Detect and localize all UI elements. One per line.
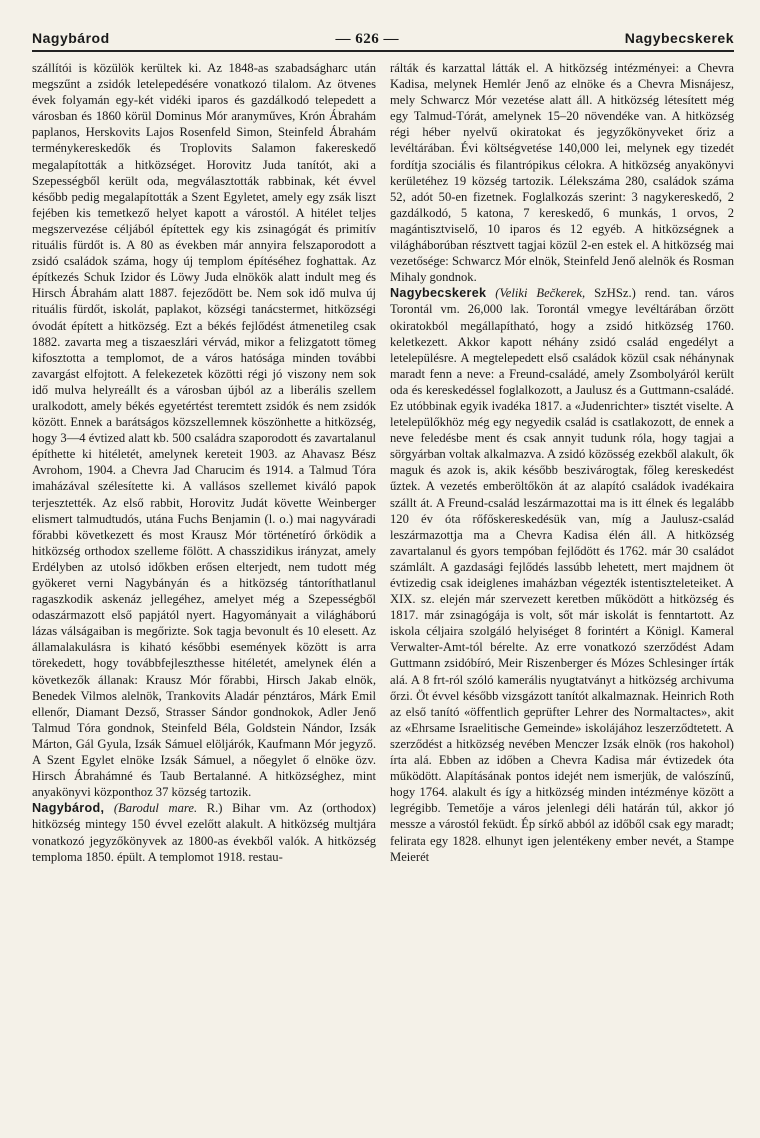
text-columns xyxy=(32,60,734,865)
entry-body-nagybecskerek: SzHSz.) rend. tan. város Torontál vm. 26,000 lak. Torontál vmegye levéltárában őrzött okiratokból megállapítható, hogy a zsidó hitközség 1760. keletkezett. Akkor kapott néhány zsidó család engedélyt a letelepülésre. A megtelepedett első családok közül csak néhánynak maradt fenn a neve: a Freund-családé, amely Zsombolyáról került oda és kereskedéssel foglalkozott, a Jaulusz és a Guttmann-családé. Ez utóbbinak egyik ivadéka 1817. a «Judenrichter» tisztét viselte. A letelepülőkhöz még egy negyedik család is csatlakozott, de ennek a neve feledésbe ment és csak annyit tudunk róla, hogy tagjai a sörgyárban voltak alkalmazva. A zsidó közösség ezekből alakult, ők maguk és azok is, akik később beszivárogtak, főleg kereskedést űztek. A vezetés emberöltőkön át az alapító családok ivadékaira szállt át. A Freund-család leszármazottai ma is itt élnek és legalább 120 év óta rőfőskereskedésük van, míg a Jaulusz-család leszármazottja ma a Chevra Kadisa élén áll. A hitközség zavartalanul és gyors tempóban fejlődött és 1762. már 30 családot számlált. A gazdasági fejlődés lassúbb lehetett, mert majdnem öt évtizedig csak ideiglenes imaházban végezték istentiszteleteiket. A XIX. sz. elején már szervezett keretben működött a hitközség és 1817. már zsinagógája is volt, sőt már iskolát is fenntartott. Az iskola céljaira szolgáló helyiséget 8 forintért a Königl. Kameral Verwalter-Amt-tól bérelte. Az erre vonatkozó szerződést Adam Guttmann zsidóbíró, Meir Riszenberger és Mózes Schlesinger írták alá. A 8 frt-ról szóló kamerális nyugtatványt a hitközség archivuma őrzi. Öt évvel később vizsgázott tanítót alkalmaznak. Heinrich Roth az első tanító «öffentlich geprüfter Lehrer des Normaltactes», akit az «Ehrsame Israelitische Gemeinde» iskolájához leszerződtetett. A szerződést a hitközség nevében Menczer Izsák elnök (ros hakohol) írta alá. Ebben az időben a Chevra Kadisa már évtizedek óta működött. Alapításának pontos idejét nem ismerjük, de valószínű, hogy 1764. alakult és így a hitközség minden intézménye között a legrégibb. Temetője a város jelenlegi déli határán túl, akkor jó messze a várostól feküdt. Ép sírkő abból az időből csak egy maradt; felirata egy 1828. elhunyt igen jelentékeny ember nevét, a Stampe Meierét xyxy=(390,286,734,864)
page-number: — 626 — xyxy=(335,31,399,47)
entry-alt-name-nagybecskerek: (Veliki Bečkerek, xyxy=(495,286,586,301)
entry-body-nagybarod: R.) Bihar vm. Az (orthodox) hitközség mintegy 150 évvel ezelőtt alakult. A hitközség multjára vonatkozó jegyzőkönyvek az 1800-as évekből valók. A hitközség temploma 1850. épült. A templomot 1918. restau- xyxy=(32,801,376,864)
left-entry xyxy=(32,800,376,864)
right-paragraph: rálták és karzattal látták el. A hitközség intézményei: a Chevra Kadisa, melynek Hemlér Jenő az elnöke és a Chevra Misnájesz, mely Schwarcz Mór vezetése alatt áll. A hitközség létesített még egy Talmud-Tórát, amelynek 15–20 növendéke van. A hitközség régi héber nyelvű okiratokat és jegyzőkönyveket őriz a levéltárában. Évi költségvetése 140,000 lei, melynek egy tizedét fordítja szociális és filantrópikus célokra. A hitközség anyakönyvi kerületéhez 19 község tartozik. Lélekszáma 280, családok száma 52, adót 50-en fizetnek. Foglalkozás szerint: 3 nagykereskedő, 2 gazdálkodó, 5 katona, 7 kereskedő, 6 munkás, 1 orvos, 2 magántisztviselő, 10 iparos és 12 egyéb. A hitközségnek a világháborúban résztvett tagjai közül 2-en estek el. A hitközség mai vezetősége: Schwarcz Mór elnök, Steinfeld Jenő alelnök és Rosman Mihaly gondnok. xyxy=(390,61,734,285)
header-left-title: Nagybárod xyxy=(32,30,110,46)
running-header xyxy=(32,30,734,52)
right-column xyxy=(390,60,734,865)
left-paragraph: szállítói is közülök kerültek ki. Az 1848-as szabadságharc után megszűnt a zsidók letelepedésére vonatkozó tilalom. Az ötvenes évek folyamán egy-két vidéki iparos és gazdálkodó telepedett a városban és 1860 körül Dominus Mór aranyműves, Krón Ábrahám paplanos, Herskovits Lajos Rosenfeld Simon, Steinfeld Ábrahám terménykereskedők és Troplovits Salamon fakereskedő megalapították a hitközséget. Horovitz Juda tanítót, aki a Szepességből került oda, megválasztották rabbinak, két évvel később pedig megalapították a Szent Egyletet, amely egy zsák liszt fejében kis temetkező helyet kapott a várostól. A hitélet teljes megszervezése céljából építettek egy kis zsinagógát és primitív rituális fürdőt is. A 80 as években már annyira felszaporodott a zsidó családok száma, hogy új templom építéséhez foghattak. Az építkezés Schuk Izidor és Löwy Juda elnökök alatt indult meg és Hirsch Ábrahám alatt 1887. fejeződött be. Nem sok idő mulva új rituális fürdőt, iskolát, paplakot, községi tanácstermet, hitközségi óvodát épített a hitközség. Ezt a békés fejlődést átmenetileg csak 1882. zavarta meg a tiszaeszlári vérvád, mikor a felizgatott tömeg kifosztotta a templomot, de a város hatósága minden további zavargást elfojtott. A felekezetek közötti régi jó viszony nem sok idő mulva helyreállt és a városban újból az a liberális szellem uralkodott, amely békés egyetértést teremtett zsidók és nem zsidók között. Ennek a barátságos közszellemnek köszönhette a hitközség, hogy 3—4 évtized alatt kb. 500 családra szaporodott és zavartalanul építhette ki hitéletét, amelynek kereteit 1903. az Ahavasz Bész Avrohom, 1904. a Chevra Jad Charucim és 1914. a Talmud Tóra imaházával szélesítette ki. A vallásos szellemet kiváló papok terjesztették. Az első rabbit, Horovitz Judát követte Weinberger elismert talmudtudós, utána Fuchs Benjamin (l. o.) mai nagyváradi főrabbi következett és most Krausz Mór történetíró őrködik a hitközség orthodox szelleme fölött. A chasszidikus irányzat, amely Erdélyben az utolsó időkben erősen elterjedt, nem tudott még gyökeret verni Nagybányán és a hitközség tántoríthatlanul ragaszkodik askenáz jellegéhez, amelyet még a Szepességből odaszármazott első papjától nyert. Hagyományait a világháború lázas válságaiban is megőrizte. Sok tagja bevonult és 10 elesett. Az államalakulásra is kiható későbbi események között is arra törekedett, hogy továbbfejleszthesse hitéletét, amelynek élén a következők állanak: Krausz Mór főrabbi, Hirsch Jakab elnök, Benedek Vilmos alelnök, Trankovits Aladár pénztáros, Márk Emil ellenőr, Diamant Dezső, Strasser Sándor gondnokok, Adler Jenő Talmud Tóra gondnok, Steinfeld Béla, Goldstein Nándor, Izsák Márton, Gál Gyula, Izsák Sámuel elöljárók, Kaufmann Mór jegyző. A Szent Egylet elnöke Izsák Sámuel, a nőegylet ő elnöke özv. Hirsch Ábrahámné és Taub Bertalanné. A hitközséghez, mint anyakönyvi központhoz 37 község tartozik. xyxy=(32,61,376,800)
left-column xyxy=(32,60,376,865)
entry-title-nagybecskerek: Nagybecskerek xyxy=(390,286,487,301)
header-right-title: Nagybecskerek xyxy=(624,30,734,46)
entry-title-nagybarod: Nagybárod, xyxy=(32,801,105,816)
entry-alt-name-nagybarod: (Barodul mare. xyxy=(113,801,198,816)
right-entry xyxy=(390,285,734,864)
